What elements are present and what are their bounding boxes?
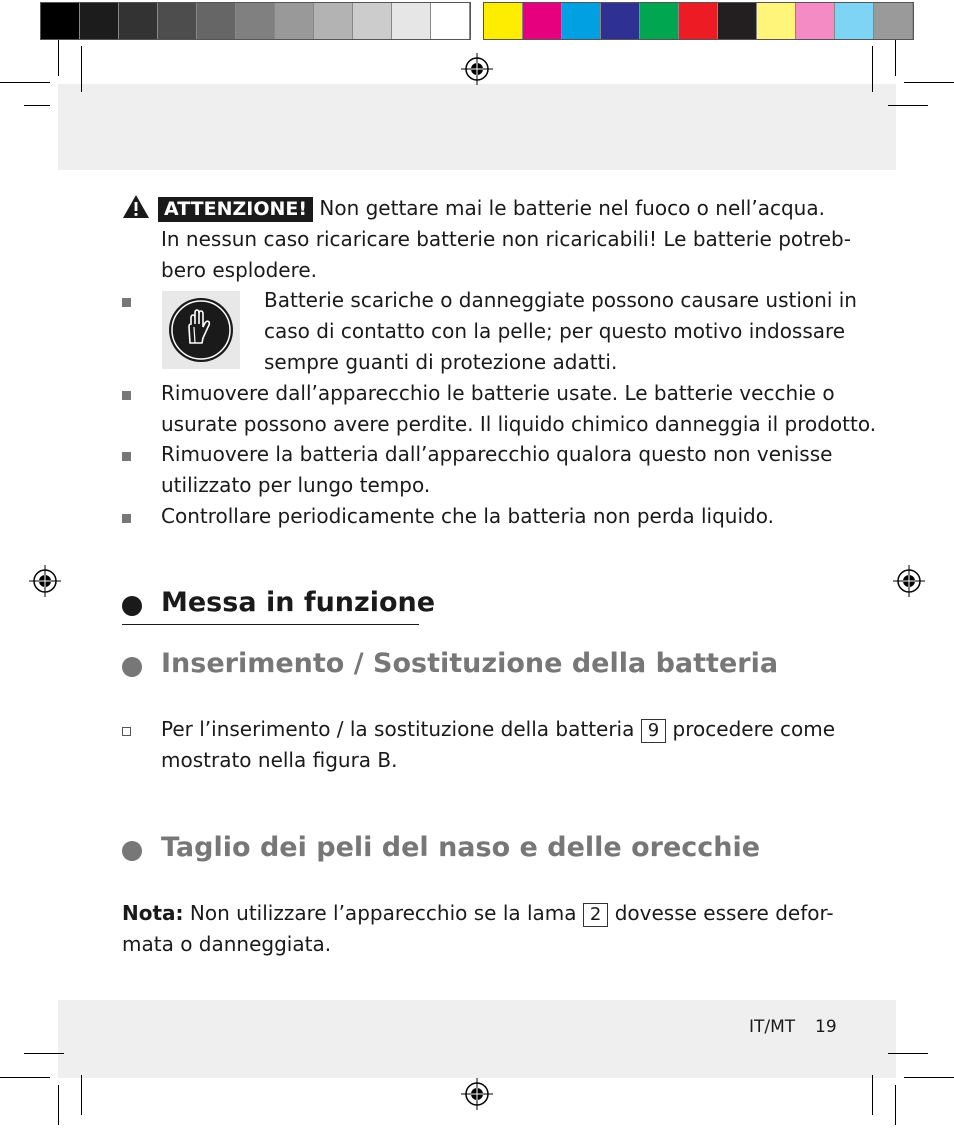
note-line-1 [122,898,834,929]
step-text-b: procedere come [672,717,836,741]
crop-mark [904,82,954,83]
color-swatch [275,3,314,39]
list-item-1-line-2: usurate possono avere perdite. Il liquido chimico danneggia il prodotto. [161,412,877,436]
note-text-a: Non utilizzare l’apparecchio se la lama [189,901,577,925]
registration-mark-icon [893,565,925,597]
section-bullet [122,841,142,861]
color-swatch [835,3,874,39]
crop-mark [904,1077,954,1078]
grey-calibration-bar [40,2,471,40]
color-swatch [431,3,470,39]
color-swatch [236,3,275,39]
registration-mark-icon [29,565,61,597]
note-line-2: mata o danneggiata. [122,932,332,956]
color-swatch [796,3,835,39]
bullet-square [122,298,131,307]
step-text-a: Per l’inserimento / la sostituzione della batteria [161,717,635,741]
crop-mark [81,1075,82,1115]
warning-line-1 [122,193,825,224]
list-item-2-line-1: Rimuovere la batteria dall’apparecchio qualora questo non venisse [161,442,833,466]
color-swatch [119,3,158,39]
color-swatch [562,3,601,39]
crop-mark [872,1075,873,1115]
bullet-square [122,514,131,523]
part-reference-badge: 2 [583,903,608,927]
warning-line-3: bero esplodere. [161,258,318,282]
color-swatch [640,3,679,39]
section-bullet [122,657,142,677]
step-line-2: mostrato nella figura B. [161,748,398,772]
color-swatch [601,3,640,39]
color-swatch [874,3,913,39]
crop-mark [895,40,896,76]
crop-mark [24,105,50,106]
header-band [58,84,896,170]
color-swatch [197,3,236,39]
warning-label: ATTENZIONE! [158,197,313,222]
color-swatch [523,3,562,39]
warning-triangle-icon [122,194,150,219]
color-swatch [158,3,197,39]
warning-line-2: In nessun caso ricaricare batterie non ricaricabili! Le batterie potreb- [161,227,851,251]
list-item-2-line-2: utilizzato per lungo tempo. [161,473,431,497]
crop-mark [895,1085,896,1125]
crop-mark [0,82,50,83]
list-item-3-line-1: Controllare periodicamente che la batteria non perda liquido. [161,504,774,528]
footer-language: IT/MT [749,1017,796,1037]
color-swatch [718,3,757,39]
registration-mark-icon [461,1078,493,1110]
color-swatch [80,3,119,39]
glove-line-2: caso di contatto con la pelle; per questo motivo indossare [264,319,846,343]
footer-page-number: 19 [815,1017,837,1037]
color-calibration-bar [483,2,914,40]
crop-mark [872,46,873,92]
section-heading-taglio: Taglio dei peli del naso e delle orecchie [161,832,761,863]
list-item-1-line-1: Rimuovere dall’apparecchio le batterie usate. Le batterie vecchie o [161,381,835,405]
section-heading-inserimento: Inserimento / Sostituzione della batteria [161,648,779,679]
footer-band [58,1000,896,1078]
color-swatch [679,3,718,39]
bullet-square [122,391,131,400]
color-swatch [484,3,523,39]
bullet-square [122,452,131,461]
section-heading-messa-in-funzione: Messa in funzione [161,587,436,618]
part-reference-badge: 9 [641,719,666,743]
color-swatch [41,3,80,39]
section-underline [122,624,419,625]
registration-mark-icon [461,53,493,85]
section-bullet [122,596,142,616]
note-text-b: dovesse essere defor- [614,901,834,925]
crop-mark [58,40,59,76]
glove-line-3: sempre guanti di protezione adatti. [264,350,618,374]
color-swatch [314,3,353,39]
color-swatch [353,3,392,39]
protective-gloves-icon [162,291,240,369]
color-swatch [757,3,796,39]
crop-mark [888,1053,928,1054]
bullet-open-square [122,727,131,736]
glove-line-1: Batterie scariche o danneggiate possono causare ustioni in [264,288,857,312]
crop-mark [24,1053,64,1054]
crop-mark [0,1077,50,1078]
crop-mark [58,1085,59,1125]
note-label: Nota: [122,901,184,925]
color-swatch [392,3,431,39]
warning-text-1: Non gettare mai le batterie nel fuoco o nell’acqua. [319,196,825,220]
crop-mark [888,105,928,106]
crop-mark [81,46,82,92]
step-line-1 [161,714,835,745]
